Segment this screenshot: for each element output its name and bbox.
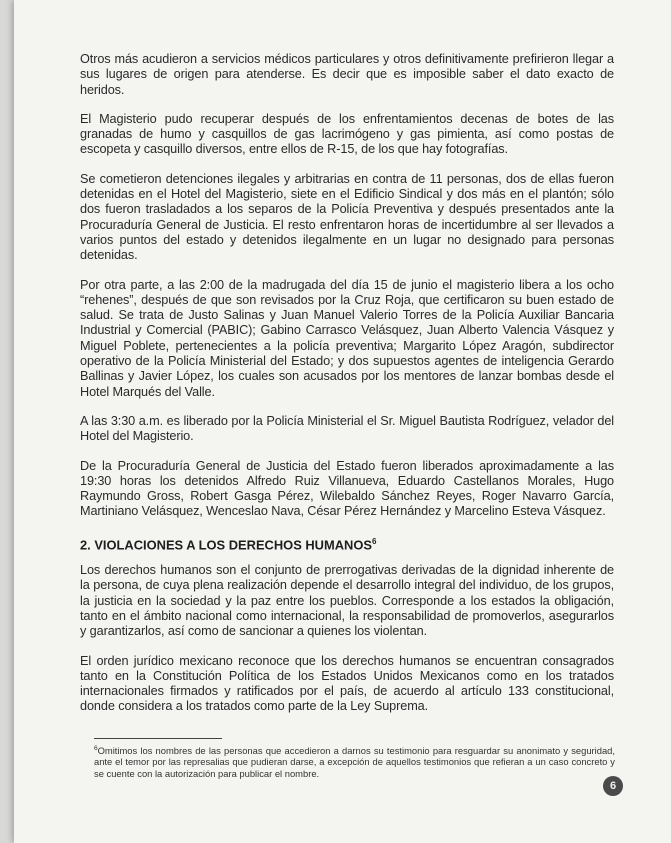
footnote-reference[interactable]: 6: [371, 536, 377, 546]
paragraph-derechos-humanos: Los derechos humanos son el conjunto de prerrogativas derivadas de la dignidad inherente de la persona, de cuya plena realización depende el desarrollo integral del individuo, de los grupos, la justicia en la sociedad y la paz entre los pueblos. Corresponde a los estados la obligación, tanto en el ámbito nacional como internacional, la responsabilidad de promoverlos, asegurarlos y garantizarlos, así como de sancionar a quienes los violentan.: [80, 563, 614, 639]
footnote-divider: [94, 738, 222, 739]
document-page: [14, 0, 671, 843]
paragraph-magisterio-recupero: El Magisterio pudo recuperar después de los enfrentamientos decenas de botes de las granadas de humo y casquillos de gas lacrimógeno y gas pimienta, así como postas de escopeta y casquillo diversos, entre ellos de R-15, de los que hay fotografías.: [80, 111, 614, 157]
section-heading: [80, 534, 614, 553]
paragraph-procuraduria: De la Procuraduría General de Justicia del Estado fueron liberados aproximadamente a las 19:30 horas los detenidos Alfredo Ruiz Villanueva, Eduardo Castellanos Morales, Hugo Raymundo Gross, Robert Gasga Pérez, Wilebaldo Sánchez Reyes, Roger Navarro García, Martiniano Velásquez, Wenceslao Nava, César Pérez Hernández y Marcelino Esteva Vásquez.: [80, 458, 614, 519]
page-content: [80, 52, 614, 729]
footnote-text: Omitimos los nombres de las personas que accedieron a darnos su testimonio para resguardar su anonimato y seguridad, ante el temor por las represalias que pudieran darse, a excepción de aquellos testimonios que refieran a un caso concreto y se cuente con la autorización para publicar el nombre.: [94, 745, 615, 779]
paragraph-detenciones: Se cometieron detenciones ilegales y arbitrarias en contra de 11 personas, dos de ellas fueron detenidas en el Hotel del Magisterio, siete en el Edificio Sindical y dos más en el plantón; sólo dos fueron trasladados a los separos de la Policía Preventiva y después presentados ante la Procuraduría General de Justicia. El resto enfrentaron horas de incertidumbre al ser llevados a varios puntos del estado y detenidos ilegalmente en un lugar no designado para personas detenidas.: [80, 171, 614, 263]
paragraph-orden-juridico: El orden jurídico mexicano reconoce que los derechos humanos se encuentran consagrados tanto en la Constitución Política de los Estados Unidos Mexicanos como en los tratados internacionales firmados y ratificados por el país, de acuerdo al artículo 133 constitucional, donde considera a los tratados como parte de la Ley Suprema.: [80, 653, 614, 714]
page-number: 6: [603, 776, 623, 796]
section-heading-text: 2. VIOLACIONES A LOS DERECHOS HUMANOS: [80, 537, 372, 553]
footnote-number: 6: [94, 745, 98, 752]
paragraph-velador: A las 3:30 a.m. es liberado por la Policía Ministerial el Sr. Miguel Bautista Rodríguez, velador del Hotel del Magisterio.: [80, 413, 614, 444]
footnote: [94, 743, 615, 779]
paragraph-rehenes: Por otra parte, a las 2:00 de la madrugada del día 15 de junio el magisterio libera a los ocho “rehenes”, después de que son revisados por la Cruz Roja, que certificaron su buen estado de salud. Se trata de Justo Salinas y Juan Manuel Valerio Torres de la Policía Auxiliar Bancaria Industrial y Comercial (PABIC); Gabino Carrasco Velásquez, Juan Alberto Valencia Vásquez y Miguel Poblete, pertenecientes a la policía preventiva; Margarito López Aragón, subdirector operativo de la Policía Ministerial del Estado; y dos supuestos agentes de inteligencia Gerardo Ballinas y Javier López, los cuales son acusados por los mentores de lanzar bombas desde el Hotel Marqués del Valle.: [80, 277, 614, 399]
paragraph-heridos: Otros más acudieron a servicios médicos particulares y otros definitivamente prefirieron llegar a sus lugares de origen para atenderse. Es decir que es imposible saber el dato exacto de heridos.: [80, 52, 614, 97]
